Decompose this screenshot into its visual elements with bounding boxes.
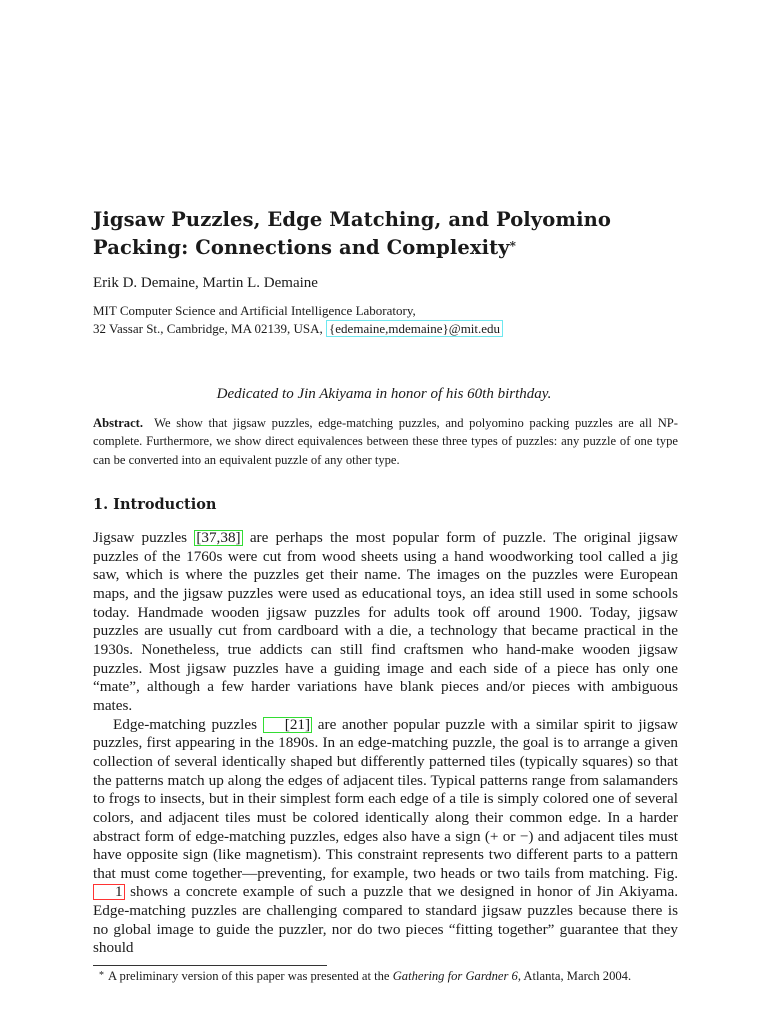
author-list: Erik D. Demaine, Martin L. Demaine bbox=[93, 275, 318, 291]
paragraph-1 bbox=[93, 529, 678, 716]
title-line-2: Packing: Connections and Complexity bbox=[93, 236, 510, 259]
title-line-1: Jigsaw Puzzles, Edge Matching, and Polyomino bbox=[93, 208, 611, 231]
paragraph-2-text-a: Edge-matching puzzles bbox=[113, 715, 263, 733]
footnote-divider bbox=[93, 965, 327, 966]
paragraph-1-text-b: are perhaps the most popular form of puzzle. The original jigsaw puzzles of the 1760s were cut from wood sheets using a hand woodworking tool called a jig saw, which is where the puzzles get their name. The images on the puzzles were European maps, and the jigsaw puzzles were used as educational toys, an idea still used in some schools today. Handmade wooden jigsaw puzzles for adults took off around 1900. Today, jigsaw puzzles are usually cut from cardboard with a die, a technology that became practical in the 1930s. Nonetheless, true addicts can still find craftsmen who hand-make wooden jigsaw puzzles. Most jigsaw puzzles have a guiding image and each side of a piece has only one “mate”, although a few harder variations have blank pieces and/or pieces with ambiguous mates. bbox=[93, 529, 678, 714]
abstract-text: We show that jigsaw puzzles, edge-matching puzzles, and polyomino packing puzzles are all NP-complete. Furthermore, we show direct equivalences between these three types of puzzles: any puzzle of one type can be converted into an equivalent puzzle of any other type. bbox=[93, 416, 678, 467]
dedication-text: Dedicated to Jin Akiyama in honor of his 60th birthday. bbox=[216, 386, 552, 402]
email-link[interactable]: {edemaine,mdemaine}@mit.edu bbox=[326, 320, 503, 337]
footnote-text-a: A preliminary version of this paper was presented at the bbox=[108, 969, 393, 983]
introduction-body bbox=[93, 529, 678, 958]
paragraph-1-text-a: Jigsaw puzzles bbox=[93, 529, 195, 546]
citation-link-21[interactable]: [21] bbox=[263, 717, 312, 733]
footnote-text-b: , Atlanta, March 2004. bbox=[517, 969, 632, 983]
section-heading-introduction: 1. Introduction bbox=[93, 496, 217, 513]
footnote-mark: * bbox=[99, 970, 104, 981]
paragraph-2-text-b: are another popular puzzle with a similar spirit to jigsaw puzzles, first appearing in the 1890s. In an edge-matching puzzle, the goal is to arrange a given collection of several identically shaped but differently patterned tiles (typically squares) so that the patterns match up along the edges of adjacent tiles. Typical patterns range from salamanders to frogs to insects, but in their simplest form each edge of a tile is simply colored one of several colors, and adjacent tiles must be colored identically along their common edge. In a harder abstract form of edge-matching puzzles, edges also have a sign (+ or −) and adjacent tiles must have opposite sign (like magnetism). This constraint represents two different parts to a pattern that must come together—preventing, for example, two heads or two tails from matching. Fig. bbox=[93, 715, 678, 882]
abstract-label: Abstract. bbox=[93, 416, 144, 430]
affiliation-line-2: 32 Vassar St., Cambridge, MA 02139, USA, bbox=[93, 321, 327, 336]
paragraph-2 bbox=[93, 716, 678, 959]
affiliation bbox=[93, 302, 693, 338]
figure-link-1[interactable]: 1 bbox=[93, 884, 125, 900]
title-footnote-mark: * bbox=[509, 239, 516, 253]
dedication bbox=[0, 384, 768, 404]
abstract bbox=[93, 414, 678, 469]
affiliation-line-1: MIT Computer Science and Artificial Intelligence Laboratory, bbox=[93, 303, 416, 318]
paragraph-2-text-c: shows a concrete example of such a puzzle that we designed in honor of Jin Akiyama. Edge-matching puzzles are challenging compared to standard jigsaw puzzles because there is no global image to guide the puzzler, nor do two pieces “fitting together” guarantee that they should bbox=[93, 883, 678, 957]
paper-title bbox=[93, 206, 693, 262]
footnote-venue: Gathering for Gardner 6 bbox=[392, 969, 518, 983]
footnote bbox=[93, 968, 678, 984]
citation-link-37-38[interactable]: [37,38] bbox=[196, 529, 241, 546]
